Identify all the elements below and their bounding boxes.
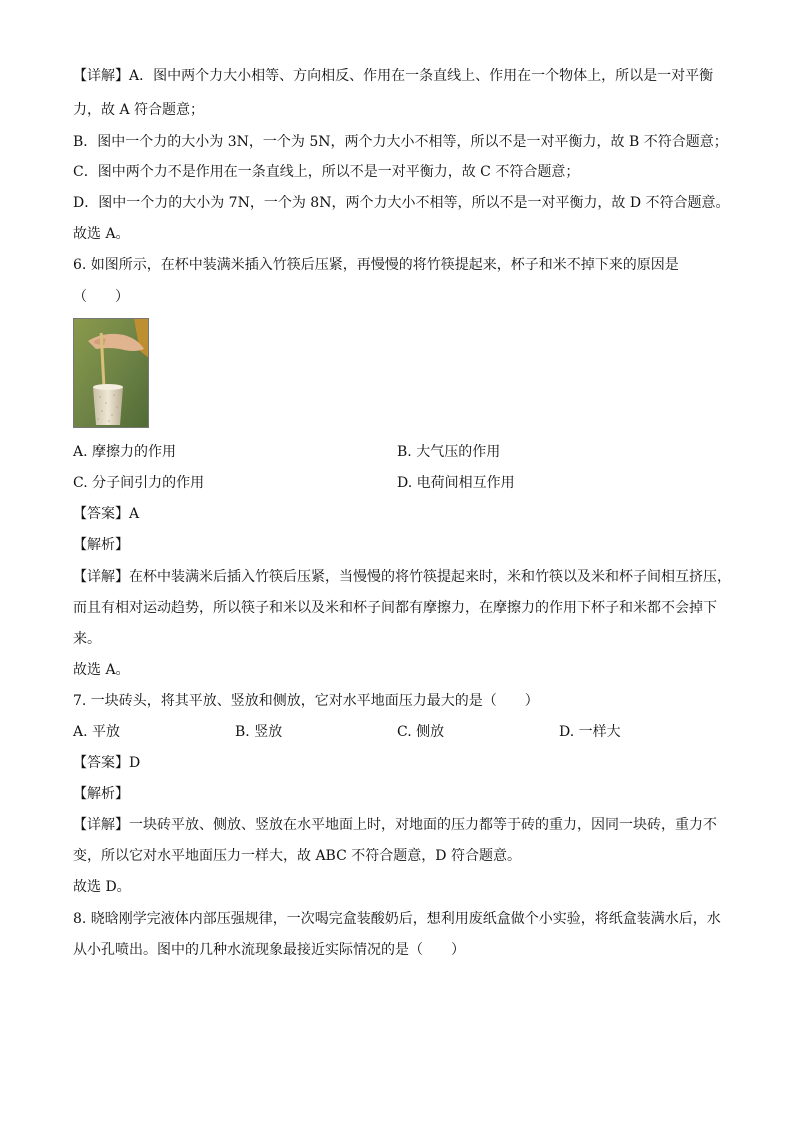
q6-detail-line-3: 来。	[73, 631, 101, 647]
q7-detail-line-1: 【详解】一块砖平放、侧放、竖放在水平地面上时，对地面的压力都等于砖的重力，因同一块砖，重力不	[73, 817, 717, 833]
q6-detail-line-2: 而且有相对运动趋势，所以筷子和米以及米和杯子间都有摩擦力，在摩擦力的作用下杯子和米都不会掉下	[73, 600, 717, 616]
q5-choose: 故选 A。	[73, 226, 130, 242]
q7-option-c: C. 侧放	[397, 724, 445, 740]
q7-stem: 7. 一块砖头，将其平放、竖放和侧放，它对水平地面压力最大的是（ ）	[73, 693, 539, 709]
q7-choose: 故选 D。	[73, 879, 131, 895]
q6-stem-line-1: 6. 如图所示，在杯中装满米插入竹筷后压紧，再慢慢的将竹筷提起来，杯子和米不掉下来的原因是	[73, 257, 679, 273]
chopstick-rice-cup-illustration	[74, 319, 149, 428]
q6-option-b: B. 大气压的作用	[397, 444, 501, 460]
q5-detail-line-2: 力，故 A 符合题意；	[73, 102, 205, 118]
q7-option-a: A. 平放	[73, 724, 121, 740]
q6-choose: 故选 A。	[73, 662, 130, 678]
q6-analysis: 【解析】	[73, 537, 129, 553]
q6-option-d: D. 电荷间相互作用	[397, 475, 515, 491]
q7-option-d: D. 一样大	[559, 724, 621, 740]
q6-stem-line-2: （ ）	[73, 289, 129, 305]
q5-detail-line-1: 【详解】A．图中两个力大小相等、方向相反、作用在一条直线上、作用在一个物体上，所以是一对平衡	[73, 68, 714, 84]
q6-option-c: C. 分子间引力的作用	[73, 475, 205, 491]
q7-detail-line-2: 变，所以它对水平地面压力一样大，故 ABC 不符合题意，D 符合题意。	[73, 848, 521, 864]
q7-option-b: B. 竖放	[235, 724, 283, 740]
q6-photo	[73, 318, 149, 428]
q6-answer: 【答案】A	[73, 506, 140, 522]
q6-option-a: A. 摩擦力的作用	[73, 444, 177, 460]
q5-detail-d: D．图中一个力的大小为 7N，一个为 8N，两个力大小不相等，所以不是一对平衡力，故 D 不符合题意。	[73, 195, 730, 211]
q8-stem-line-2: 从小孔喷出。图中的几种水流现象最接近实际情况的是（ ）	[73, 942, 465, 958]
q8-stem-line-1: 8. 晓晗刚学完液体内部压强规律，一次喝完盒装酸奶后，想利用废纸盒做个小实验，将纸盒装满水后，水	[73, 911, 721, 927]
q7-answer: 【答案】D	[73, 755, 141, 771]
q5-detail-c: C．图中两个力不是作用在一条直线上，所以不是一对平衡力，故 C 不符合题意；	[73, 164, 580, 180]
q5-detail-b: B．图中一个力的大小为 3N，一个为 5N，两个力大小不相等，所以不是一对平衡力，故 B 不符合题意；	[73, 134, 728, 150]
q6-detail-line-1: 【详解】在杯中装满米后插入竹筷后压紧，当慢慢的将竹筷提起来时，米和竹筷以及米和杯子间相互挤压，	[73, 569, 731, 585]
q7-analysis: 【解析】	[73, 786, 129, 802]
